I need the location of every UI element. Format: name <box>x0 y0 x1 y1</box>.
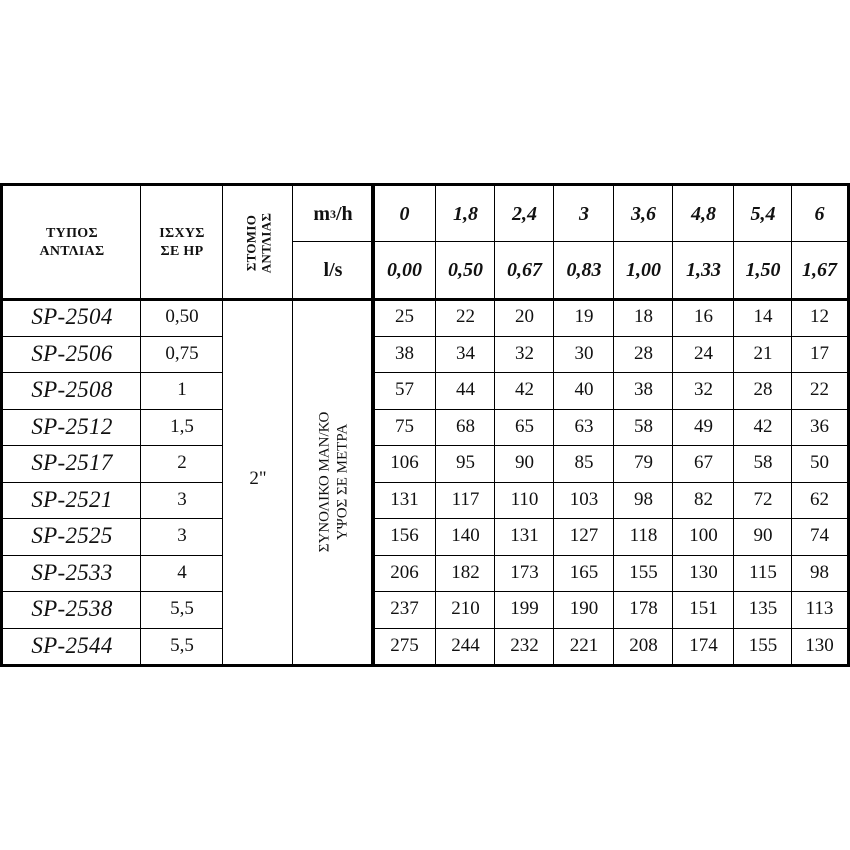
flow-ls-value: 1,67 <box>802 259 837 281</box>
head-value: 199 <box>510 598 539 620</box>
head-value: 62 <box>810 488 829 510</box>
pump-model: SP-2508 <box>31 377 113 403</box>
flow-m3h-value: 0 <box>399 202 410 225</box>
flow-m3h-value: 5,4 <box>750 202 776 225</box>
head-value: 106 <box>390 452 419 474</box>
pump-model: SP-2512 <box>31 413 113 439</box>
pump-performance-table <box>0 183 850 667</box>
header-power-hp <box>141 186 223 299</box>
head-value: 98 <box>810 561 829 583</box>
head-value: 24 <box>694 342 713 364</box>
header-outlet-line1: ΣΤΟΜΙΟ <box>243 214 258 271</box>
head-value: 117 <box>451 488 480 510</box>
pump-power-hp: 4 <box>177 561 187 583</box>
head-value: 40 <box>574 379 594 401</box>
pump-model: SP-2506 <box>31 340 113 366</box>
header-pump-type <box>3 186 141 299</box>
unit-m3h: m 3 /h <box>313 202 353 225</box>
head-value: 82 <box>694 488 713 510</box>
flow-ls-value: 1,33 <box>686 259 721 281</box>
head-value: 237 <box>390 598 419 620</box>
head-value: 18 <box>634 306 653 328</box>
head-value: 110 <box>510 488 539 510</box>
head-value: 208 <box>629 634 658 656</box>
head-value: 57 <box>395 379 414 401</box>
head-value: 22 <box>810 379 829 401</box>
head-value: 90 <box>515 452 534 474</box>
head-label-line1: ΣΥΝΟΛΙΚΟ ΜΑΝ/ΚΟ <box>316 411 333 552</box>
head-value: 131 <box>510 525 539 547</box>
head-value: 28 <box>634 342 653 364</box>
pump-model: SP-2517 <box>31 450 113 476</box>
flow-m3h-value: 3 <box>579 202 589 225</box>
unit-ls-text: l/s <box>323 259 343 281</box>
head-value: 32 <box>515 342 534 364</box>
header-power-line1: ΙΣΧΥΣ <box>159 225 205 241</box>
unit-m3h-base: m <box>313 202 330 225</box>
head-value: 221 <box>569 634 599 656</box>
head-value: 25 <box>395 306 414 328</box>
pump-model: SP-2521 <box>31 486 113 512</box>
head-value: 16 <box>694 306 713 328</box>
head-value: 20 <box>515 306 534 328</box>
pump-power-hp: 5,5 <box>170 598 194 620</box>
head-value: 113 <box>805 598 834 620</box>
head-value: 155 <box>629 561 658 583</box>
head-value: 14 <box>753 306 773 328</box>
flow-ls-value: 0,67 <box>507 259 542 281</box>
pump-power-hp: 3 <box>177 525 187 547</box>
pump-power-hp: 3 <box>177 488 187 510</box>
head-value: 36 <box>810 415 829 437</box>
head-value: 34 <box>456 342 475 364</box>
head-value: 173 <box>510 561 539 583</box>
head-value: 58 <box>753 452 773 474</box>
outlet-size-cell <box>223 299 293 664</box>
head-value: 49 <box>694 415 713 437</box>
flow-ls-value: 0,50 <box>448 259 483 281</box>
head-value: 156 <box>390 525 419 547</box>
head-value: 38 <box>634 379 653 401</box>
head-value: 275 <box>390 634 419 656</box>
head-value: 210 <box>451 598 480 620</box>
head-value: 95 <box>456 452 475 474</box>
head-value: 182 <box>451 561 480 583</box>
flow-ls-value: 0,00 <box>387 259 422 281</box>
head-value: 130 <box>689 561 718 583</box>
pump-model: SP-2525 <box>31 523 113 549</box>
pump-power-hp: 0,75 <box>165 342 199 364</box>
head-value: 12 <box>810 306 829 328</box>
head-value: 68 <box>456 415 475 437</box>
head-value: 75 <box>395 415 414 437</box>
pump-model: SP-2544 <box>31 632 113 658</box>
head-value: 140 <box>451 525 480 547</box>
head-value: 178 <box>629 598 658 620</box>
pump-power-hp: 2 <box>177 452 187 474</box>
pump-model: SP-2538 <box>31 596 113 622</box>
head-value: 63 <box>574 415 594 437</box>
head-value: 90 <box>753 525 773 547</box>
flow-m3h-value: 1,8 <box>453 202 478 225</box>
head-value: 42 <box>753 415 773 437</box>
head-value: 131 <box>390 488 419 510</box>
pump-model: SP-2533 <box>31 559 113 585</box>
head-value: 100 <box>689 525 718 547</box>
head-value: 72 <box>753 488 773 510</box>
unit-ls <box>293 242 373 299</box>
head-label-cell <box>293 299 373 664</box>
header-pump-type-line1: ΤΥΠΟΣ <box>46 225 98 241</box>
header-outlet <box>223 186 293 299</box>
head-value: 130 <box>805 634 834 656</box>
head-value: 38 <box>395 342 414 364</box>
head-value: 65 <box>515 415 534 437</box>
head-value: 155 <box>748 634 778 656</box>
flow-ls-value: 1,50 <box>745 259 781 281</box>
flow-m3h-value: 2,4 <box>512 202 537 225</box>
head-value: 190 <box>569 598 599 620</box>
head-value: 151 <box>689 598 718 620</box>
head-value: 74 <box>810 525 829 547</box>
head-value: 79 <box>634 452 653 474</box>
header-power-line2: ΣΕ HP <box>160 243 204 259</box>
head-value: 115 <box>749 561 777 583</box>
head-value: 103 <box>569 488 599 510</box>
head-value: 118 <box>629 525 658 547</box>
head-value: 22 <box>456 306 475 328</box>
pump-power-hp: 1,5 <box>170 415 194 437</box>
flow-m3h-value: 3,6 <box>631 202 656 225</box>
head-value: 135 <box>748 598 778 620</box>
head-value: 127 <box>569 525 599 547</box>
head-value: 232 <box>510 634 539 656</box>
head-value: 42 <box>515 379 534 401</box>
head-value: 206 <box>390 561 419 583</box>
head-value: 44 <box>456 379 475 401</box>
pump-model: SP-2504 <box>31 304 113 330</box>
head-value: 17 <box>810 342 829 364</box>
unit-m3h-tail: /h <box>335 202 353 225</box>
head-value: 174 <box>689 634 718 656</box>
head-value: 165 <box>569 561 599 583</box>
pump-power-hp: 1 <box>177 379 187 401</box>
head-value: 19 <box>574 306 594 328</box>
flow-m3h-value: 6 <box>814 202 825 225</box>
head-value: 30 <box>574 342 594 364</box>
head-value: 21 <box>753 342 773 364</box>
head-label-line2: ΥΨΟΣ ΣΕ ΜΕΤΡΑ <box>334 423 351 540</box>
head-value: 28 <box>753 379 773 401</box>
flow-m3h-value: 4,8 <box>691 202 716 225</box>
head-value: 32 <box>694 379 713 401</box>
pump-power-hp: 5,5 <box>170 634 194 656</box>
outlet-size: 2" <box>249 467 267 489</box>
head-value: 50 <box>810 452 829 474</box>
pump-power-hp: 0,50 <box>165 306 199 328</box>
flow-ls-value: 0,83 <box>566 259 602 281</box>
head-value: 58 <box>634 415 653 437</box>
head-value: 67 <box>694 452 713 474</box>
head-value: 85 <box>574 452 594 474</box>
header-outlet-line2: ΑΝΤΛΙΑΣ <box>258 212 273 273</box>
header-pump-type-line2: ΑΝΤΛΙΑΣ <box>39 243 105 259</box>
head-value: 244 <box>451 634 480 656</box>
flow-ls-value: 1,00 <box>626 259 661 281</box>
head-value: 98 <box>634 488 653 510</box>
